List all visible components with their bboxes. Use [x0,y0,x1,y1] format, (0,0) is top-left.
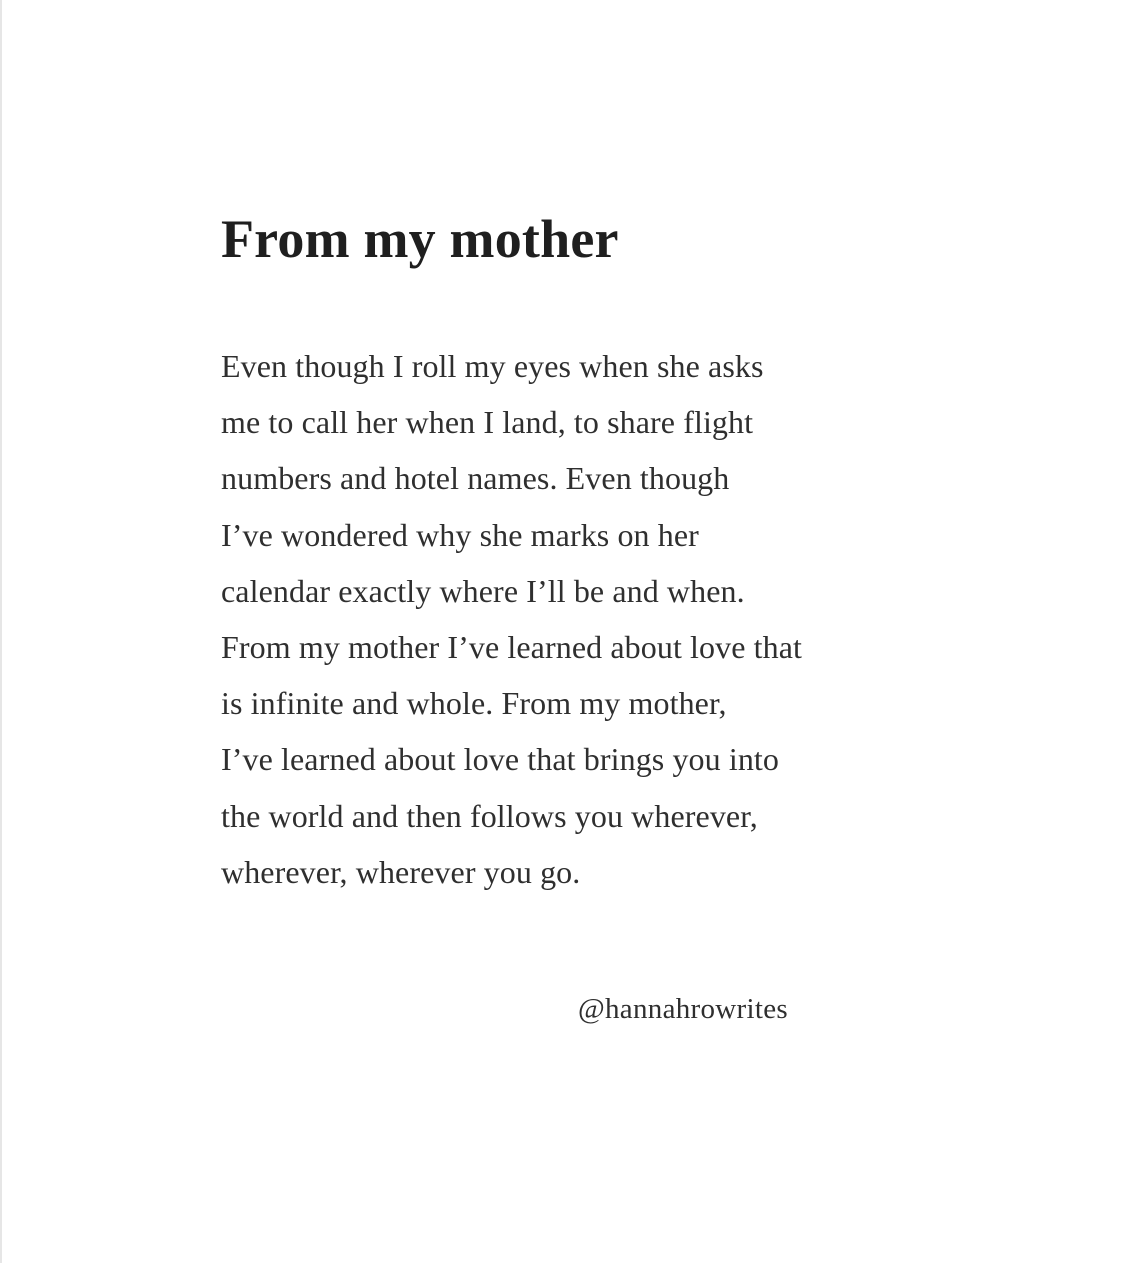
poem-line: numbers and hotel names. Even though [221,460,730,497]
poem-title: From my mother [221,209,619,269]
poem-line: I’ve wondered why she marks on her [221,516,699,553]
poem-body [221,338,921,900]
author-handle: @hannahrowrites [578,993,788,1025]
poem-line: is infinite and whole. From my mother, [221,685,727,722]
page-edge-divider [0,0,2,1263]
poem-line: Even though I roll my eyes when she asks [221,348,764,384]
poem-line: the world and then follows you wherever, [221,797,758,834]
poem-line: calendar exactly where I’ll be and when. [221,572,745,609]
poem-line: wherever, wherever you go. [221,853,581,890]
poem-line: From my mother I’ve learned about love that [221,628,803,665]
poem-line: I’ve learned about love that brings you into [221,741,780,778]
poem-line: me to call her when I land, to share flight [221,404,754,441]
